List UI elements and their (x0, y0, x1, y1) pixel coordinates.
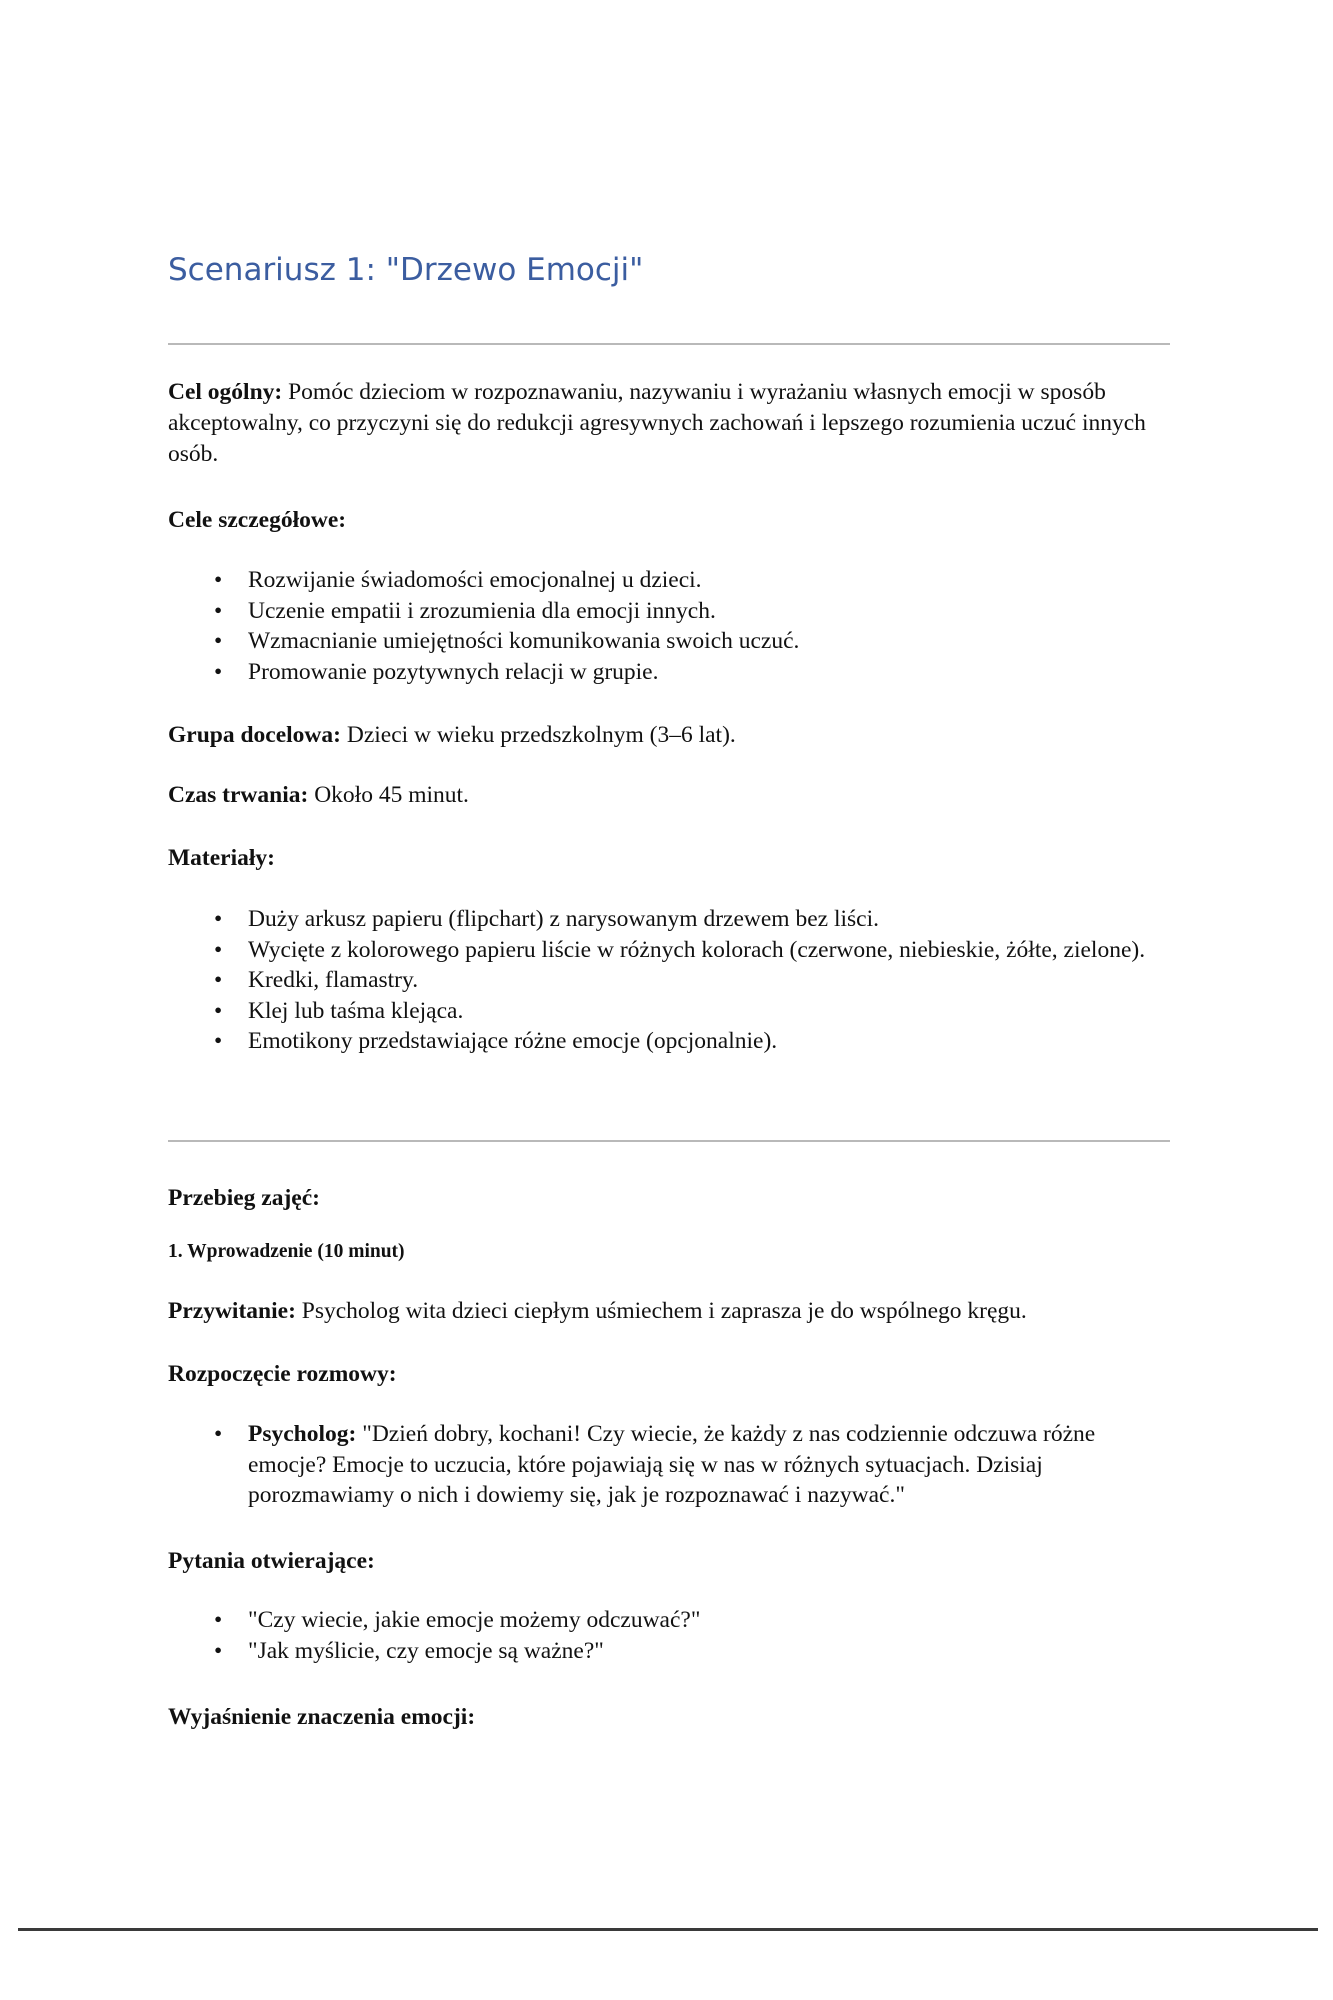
bullet-icon: • (214, 597, 223, 624)
questions-list (168, 1605, 1170, 1666)
materials-heading: Materiały: (168, 845, 276, 871)
list-item: • Duży arkusz papieru (flipchart) z narysowanym drzewem bez liści. (168, 904, 1170, 935)
conversation-list (168, 1419, 1170, 1511)
list-item (168, 1419, 1170, 1511)
bullet-icon: • (214, 567, 223, 593)
greeting-label: Przywitanie: (168, 1298, 296, 1324)
goal-label: Cel ogólny: (168, 379, 283, 405)
duration-paragraph (168, 780, 1170, 811)
document-title: Scenariusz 1: "Drzewo Emocji" (168, 252, 644, 288)
target-group-paragraph (168, 720, 1170, 751)
bullet-icon: • (214, 628, 223, 654)
target-group-label: Grupa docelowa: (168, 722, 341, 748)
page-bottom-border (18, 1928, 1318, 1931)
list-item: • Uczenie empatii i zrozumienia dla emocji innych. (168, 596, 1170, 627)
greeting-text: Psycholog wita dzieci ciepłym uśmiechem i zaprasza je do wspólnego kręgu. (301, 1298, 1027, 1324)
course-heading: Przebieg zajęć: (168, 1185, 320, 1211)
list-item: • Kredki, flamastry. (168, 965, 1170, 996)
section-heading: 1. Wprowadzenie (10 minut) (168, 1241, 405, 1262)
objectives-heading: Cele szczegółowe: (168, 507, 347, 533)
objectives-list (168, 565, 1170, 687)
target-group-text: Dzieci w wieku przedszkolnym (3–6 lat). (346, 722, 736, 748)
bullet-icon: • (214, 1607, 223, 1633)
duration-text: Około 45 minut. (314, 782, 469, 808)
duration-label: Czas trwania: (168, 782, 309, 808)
list-item: • Klej lub taśma klejąca. (168, 996, 1170, 1027)
questions-heading: Pytania otwierające: (168, 1548, 375, 1574)
bullet-icon: • (214, 906, 223, 932)
bullet-icon: • (214, 936, 223, 963)
bullet-icon: • (214, 1637, 223, 1664)
bullet-icon: • (214, 997, 223, 1024)
list-item: • "Jak myślicie, czy emocje są ważne?" (168, 1636, 1170, 1667)
horizontal-divider (168, 1140, 1170, 1142)
list-item: • "Czy wiecie, jakie emocje możemy odczuwać?" (168, 1605, 1170, 1636)
bullet-icon: • (214, 1028, 223, 1054)
bullet-icon: • (214, 967, 223, 993)
goal-text: Pomóc dzieciom w rozpoznawaniu, nazywaniu i wyrażaniu własnych emocji w sposób akceptowalny, co przyczyni się do redukcji agresywnych zachowań i lepszego rozumienia uczuć innych osób. (168, 379, 1146, 467)
list-item: • Emotikony przedstawiające różne emocje (opcjonalnie). (168, 1026, 1170, 1057)
speaker-quote: "Dzień dobry, kochani! Czy wiecie, że każdy z nas codziennie odczuwa różne emocje? Emocje to uczucia, które pojawiają się w nas w różnych sytuacjach. Dzisiaj porozmawiamy o nich i dowiemy się, jak je rozpoznawać i nazywać." (248, 1421, 1096, 1508)
list-item: • Promowanie pozytywnych relacji w grupie. (168, 657, 1170, 688)
conversation-heading: Rozpoczęcie rozmowy: (168, 1361, 397, 1387)
list-item: • Wzmacnianie umiejętności komunikowania swoich uczuć. (168, 626, 1170, 657)
horizontal-divider (168, 343, 1170, 345)
goal-paragraph (168, 377, 1170, 470)
speaker-label: Psycholog: (248, 1421, 357, 1447)
greeting-paragraph (168, 1296, 1170, 1327)
materials-list (168, 904, 1170, 1057)
list-item: • Rozwijanie świadomości emocjonalnej u dzieci. (168, 565, 1170, 596)
list-item: • Wycięte z kolorowego papieru liście w różnych kolorach (czerwone, niebieskie, żółte, zielone). (168, 935, 1170, 966)
bullet-icon: • (214, 1421, 223, 1447)
bullet-icon: • (214, 658, 223, 685)
explanation-heading: Wyjaśnienie znaczenia emocji: (168, 1704, 476, 1730)
